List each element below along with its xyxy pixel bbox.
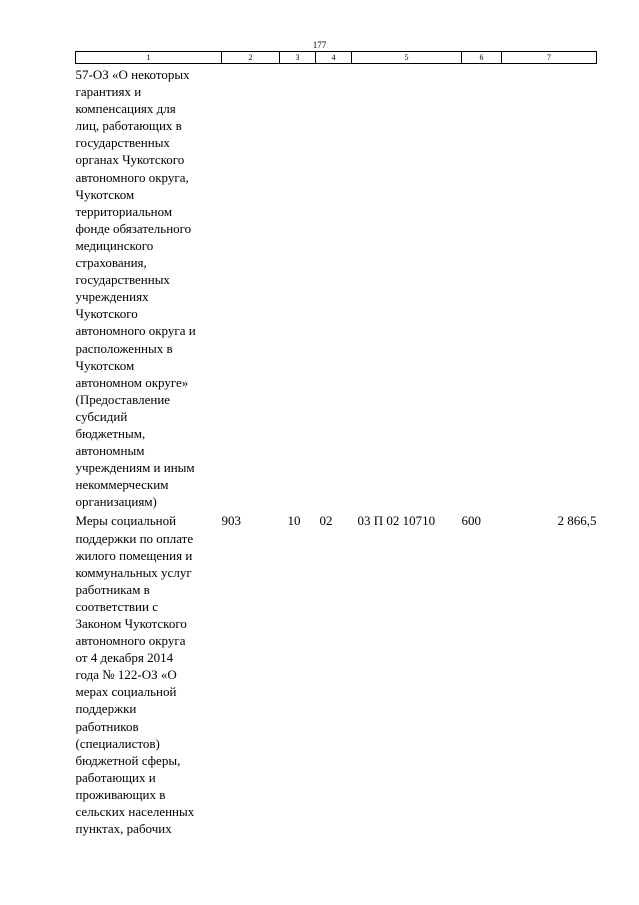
column-header-1: 1 [76, 52, 222, 64]
column-header-7: 7 [502, 52, 597, 64]
column-header-6: 6 [462, 52, 502, 64]
column-header-3: 3 [280, 52, 316, 64]
column-number-row [76, 52, 597, 64]
table-row [76, 64, 597, 511]
row-description: 57-ОЗ «О некоторых гарантиях и компенсациях для лиц, работающих в государственных органах Чукотского автономного округа, Чукотском территориальном фонде обязательного медицинского страхования, государственных учреждениях Чукотского автономного округа и расположенных в Чукотском автономном округе» (Предоставление субсидий бюджетным, автономным учреждениям и иным некоммерческим организациям) [75, 67, 196, 510]
column-header-4: 4 [316, 52, 352, 64]
table-row [76, 510, 597, 837]
budget-table [75, 51, 597, 837]
row-target-article: 03 П 02 10710 [357, 513, 436, 529]
row-target-article [352, 64, 462, 511]
row-section-code [280, 64, 316, 511]
row-amount [502, 64, 597, 511]
column-header-2: 2 [222, 52, 280, 64]
column-header-5: 5 [352, 52, 462, 64]
row-description: Меры социальной поддержки по оплате жилого помещения и коммунальных услуг работникам в соответствии с Законом Чукотского автономного округа от 4 декабря 2014 года № 122-ОЗ «О мерах социальной поддержки работников (специалистов) бюджетной сферы, работающих и проживающих в сельских населенных пунктах, рабочих [75, 513, 195, 837]
row-section-code: 10 [287, 513, 301, 529]
row-subsection-code: 02 [319, 513, 333, 529]
page-number: 177 [312, 40, 327, 50]
row-ministry-code: 903 [221, 513, 241, 529]
row-subsection-code [316, 64, 352, 511]
row-expense-type: 600 [461, 513, 481, 529]
row-ministry-code [222, 64, 280, 511]
row-amount: 2 866,5 [557, 513, 597, 529]
row-expense-type [462, 64, 502, 511]
